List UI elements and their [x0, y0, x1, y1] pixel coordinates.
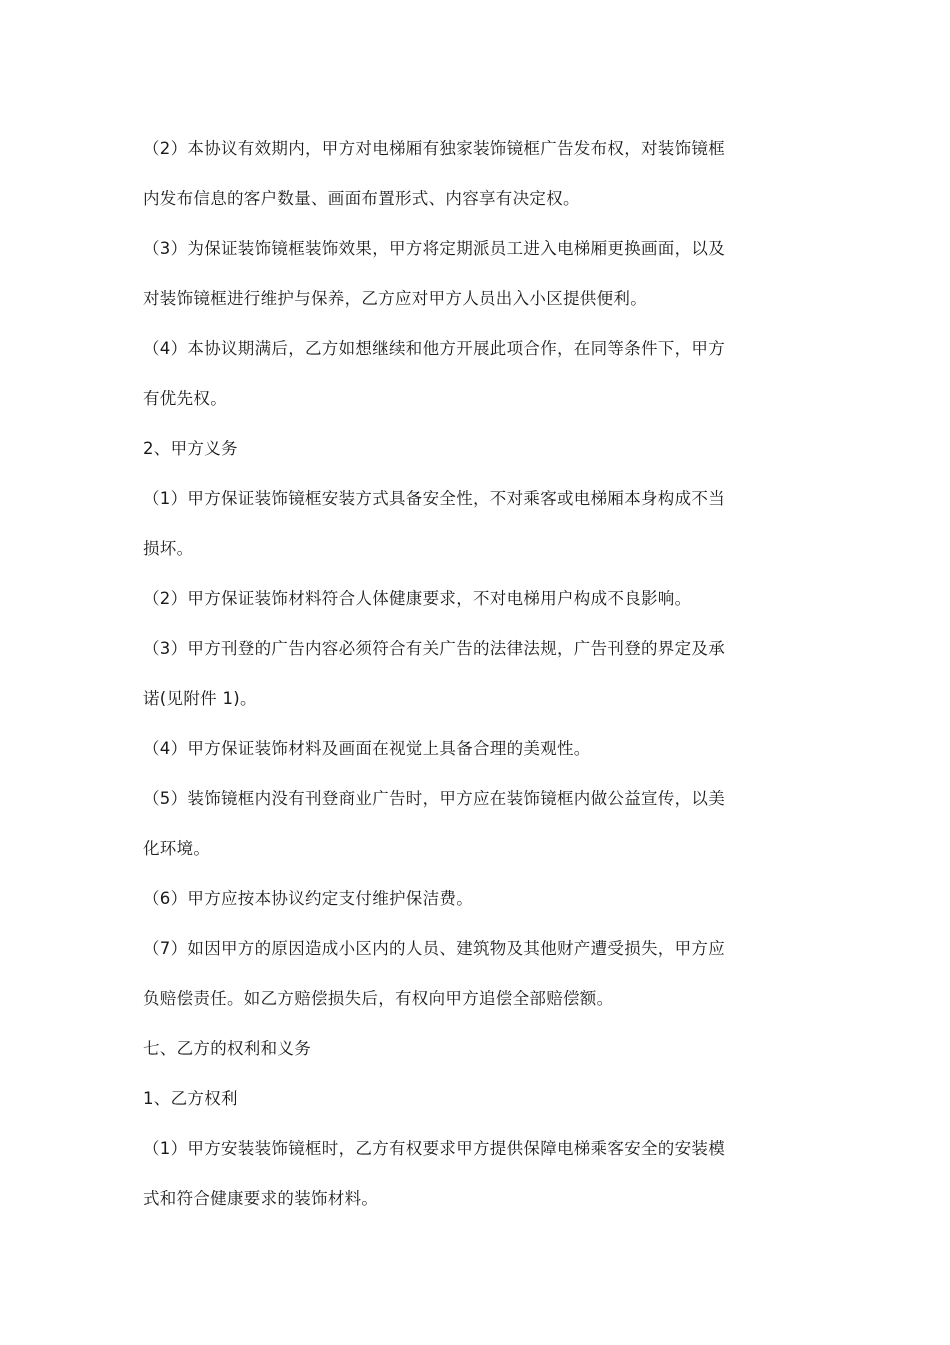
text-line: 损坏。 — [143, 539, 194, 558]
text-line: 诺(见附件 1)。 — [143, 689, 257, 708]
text-line: （4）甲方保证装饰材料及画面在视觉上具备合理的美观性。 — [143, 739, 591, 758]
text-line: 七、乙方的权利和义务 — [143, 1039, 311, 1058]
section-heading-party-b-rights — [143, 1074, 768, 1124]
paragraph-maintenance-fee — [143, 874, 768, 924]
text-line: （3）为保证装饰镜框装饰效果，甲方将定期派员工进入电梯厢更换画面，以及 — [143, 239, 725, 258]
document-body — [143, 124, 768, 1224]
text-line: （1）甲方安装装饰镜框时，乙方有权要求甲方提供保障电梯乘客安全的安装模 — [143, 1139, 725, 1158]
text-line: 1、乙方权利 — [143, 1089, 238, 1108]
paragraph-priority-right — [143, 324, 768, 424]
paragraph-exclusive-rights — [143, 124, 768, 224]
text-line: （7）如因甲方的原因造成小区内的人员、建筑物及其他财产遭受损失，甲方应 — [143, 939, 725, 958]
paragraph-material-health — [143, 574, 768, 624]
text-line: （3）甲方刊登的广告内容必须符合有关广告的法律法规，广告刊登的界定及承 — [143, 639, 725, 658]
section-heading-party-b-rights-obligations — [143, 1024, 768, 1074]
paragraph-safety-request-right — [143, 1124, 768, 1224]
text-line: （2）甲方保证装饰材料符合人体健康要求，不对电梯用户构成不良影响。 — [143, 589, 692, 608]
text-line: （5）装饰镜框内没有刊登商业广告时，甲方应在装饰镜框内做公益宣传，以美 — [143, 789, 725, 808]
paragraph-public-service-ads — [143, 774, 768, 874]
text-line: （4）本协议期满后，乙方如想继续和他方开展此项合作，在同等条件下，甲方 — [143, 339, 725, 358]
text-line: 化环境。 — [143, 839, 211, 858]
section-heading-party-a-obligations — [143, 424, 768, 474]
text-line: 2、甲方义务 — [143, 439, 238, 458]
text-line: 负赔偿责任。如乙方赔偿损失后，有权向甲方追偿全部赔偿额。 — [143, 989, 614, 1008]
paragraph-maintenance-access — [143, 224, 768, 324]
text-line: （1）甲方保证装饰镜框安装方式具备安全性，不对乘客或电梯厢本身构成不当 — [143, 489, 725, 508]
text-line: 式和符合健康要求的装饰材料。 — [143, 1189, 379, 1208]
text-line: 内发布信息的客户数量、画面布置形式、内容享有决定权。 — [143, 189, 580, 208]
paragraph-installation-safety — [143, 474, 768, 574]
text-line: （6）甲方应按本协议约定支付维护保洁费。 — [143, 889, 473, 908]
paragraph-liability — [143, 924, 768, 1024]
text-line: （2）本协议有效期内，甲方对电梯厢有独家装饰镜框广告发布权，对装饰镜框 — [143, 139, 725, 158]
text-line: 有优先权。 — [143, 389, 227, 408]
paragraph-ad-compliance — [143, 624, 768, 724]
text-line: 对装饰镜框进行维护与保养，乙方应对甲方人员出入小区提供便利。 — [143, 289, 647, 308]
paragraph-visual-aesthetics — [143, 724, 768, 774]
